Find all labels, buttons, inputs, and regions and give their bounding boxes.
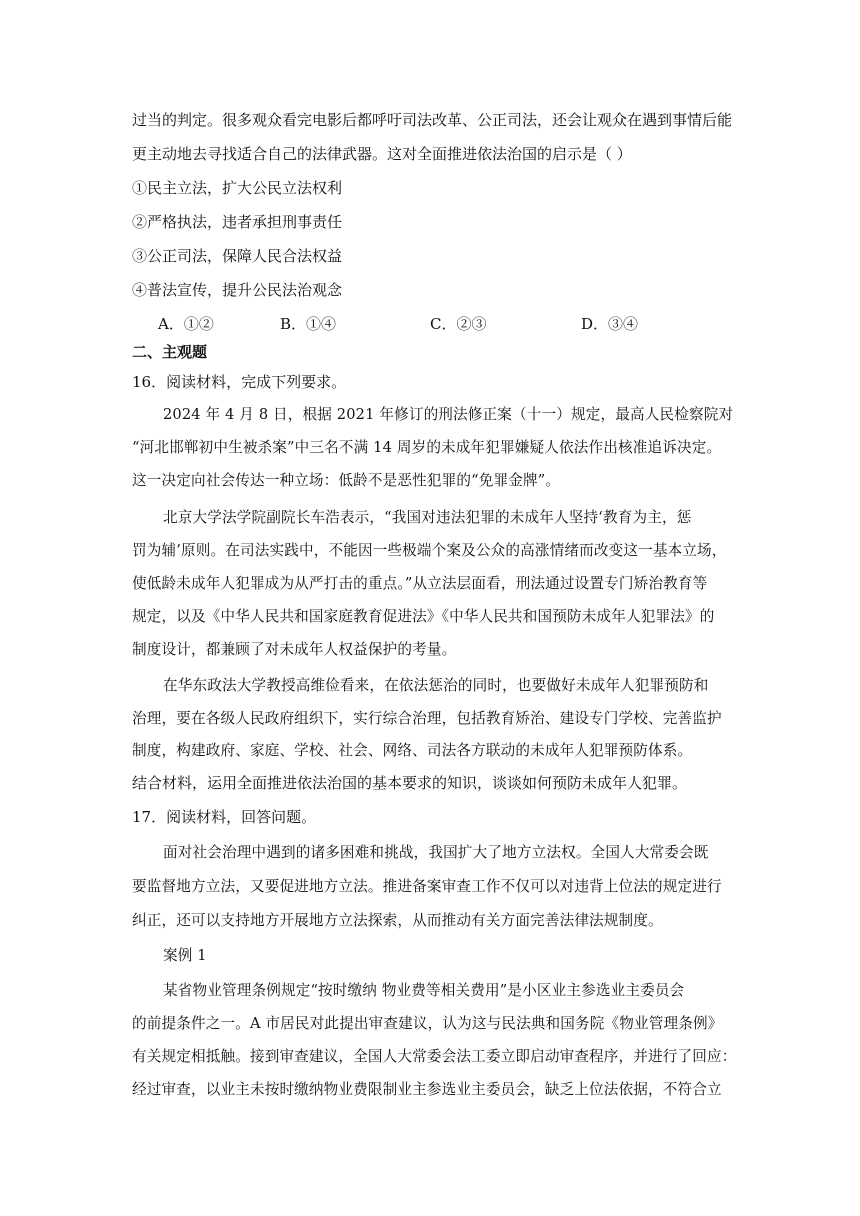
q16-material-line: 治理，要在各级人民政府组织下，实行综合治理，包括教育矫治、建设专门学校、完善监护 bbox=[132, 710, 722, 727]
statement-4: ④普法宣传，提升公民法治观念 bbox=[132, 281, 343, 299]
statement-2: ②严格执法，违者承担刑事责任 bbox=[132, 213, 343, 231]
q17-case-line: 有关规定相抵触。接到审查建议，全国人大常委会法工委立即启动审查程序，并进行了回应： bbox=[132, 1048, 737, 1065]
case-label: 案例 1 bbox=[163, 947, 207, 964]
question-17-stem: 17．阅读材料，回答问题。 bbox=[132, 808, 317, 826]
q16-material-line: 2024 年 4 月 8 日，根据 2021 年修订的刑法修正案（十一）规定，最高人民检察院对 bbox=[163, 406, 734, 423]
question-16-task: 结合材料，运用全面推进依法治国的基本要求的知识，谈谈如何预防未成年人犯罪。 bbox=[132, 774, 688, 792]
q16-material-line: 这一决定向社会传达一种立场：低龄不是恶性犯罪的“免罪金牌”。 bbox=[132, 472, 561, 489]
q16-material-line: 罚为辅’原则。在司法实践中，不能因一些极端个案及公众的高涨情绪而改变这一基本立场， bbox=[132, 542, 727, 559]
q17-material-line: 要监督地方立法，又要促进地方立法。推进备案审查工作不仅可以对违背上位法的规定进行 bbox=[132, 878, 722, 895]
q16-material-line: 在华东政法大学教授高维俭看来，在依法惩治的同时，也要做好未成年人犯罪预防和 bbox=[163, 677, 709, 694]
option-a: A．①② bbox=[158, 315, 214, 333]
q16-material-line: 使低龄未成年人犯罪成为从严打击的重点。”从立法层面看，刑法通过设置专门矫治教育等 bbox=[132, 575, 708, 592]
option-b: B．①④ bbox=[280, 315, 337, 333]
statement-3: ③公正司法，保障人民合法权益 bbox=[132, 247, 343, 265]
q16-material-line: “河北邯郸初中生被杀案”中三名不满 14 周岁的未成年犯罪嫌疑人依法作出核准追诉决定。 bbox=[132, 439, 722, 456]
q17-material-line: 纠正，还可以支持地方开展地方立法探索，从而推动有关方面完善法律法规制度。 bbox=[132, 912, 663, 929]
q16-material-line: 制度设计，都兼顾了对未成年人权益保护的考量。 bbox=[132, 641, 457, 658]
q16-material-line: 北京大学法学院副院长车浩表示，“我国对违法犯罪的未成年人坚持‘教育为主，惩 bbox=[163, 509, 692, 526]
option-d: D．③④ bbox=[581, 315, 639, 333]
q17-case-line: 的前提条件之一。A 市居民对此提出审查建议，认为这与民法典和国务院《物业管理条例》 bbox=[132, 1015, 723, 1032]
section-title: 二、主观题 bbox=[132, 343, 208, 361]
question-16-stem: 16．阅读材料，完成下列要求。 bbox=[132, 373, 347, 391]
statement-1: ①民主立法，扩大公民立法权利 bbox=[132, 179, 343, 197]
q16-material-line: 制度，构建政府、家庭、学校、社会、网络、司法各方联动的未成年人犯罪预防体系。 bbox=[132, 742, 693, 759]
q17-case-line: 经过审查，以业主未按时缴纳物业费限制业主参选业主委员会，缺乏上位法依据，不符合立 bbox=[132, 1081, 722, 1098]
question-15-text-line: 更主动地去寻找适合自己的法律武器。这对全面推进依法治国的启示是（ ） bbox=[132, 145, 632, 163]
q17-material-line: 面对社会治理中遇到的诸多困难和挑战，我国扩大了地方立法权。全国人大常委会既 bbox=[163, 844, 709, 861]
q17-case-line: 某省物业管理条例规定“按时缴纳 物业费等相关费用”是小区业主参选业主委员会 bbox=[163, 982, 685, 999]
question-15-text-line: 过当的判定。很多观众看完电影后都呼吁司法改革、公正司法，还会让观众在遇到事情后能 bbox=[132, 111, 733, 129]
q16-material-line: 规定，以及《中华人民共和国家庭教育促进法》《中华人民共和国预防未成年人犯罪法》的 bbox=[132, 608, 715, 625]
option-c: C．②③ bbox=[430, 315, 487, 333]
